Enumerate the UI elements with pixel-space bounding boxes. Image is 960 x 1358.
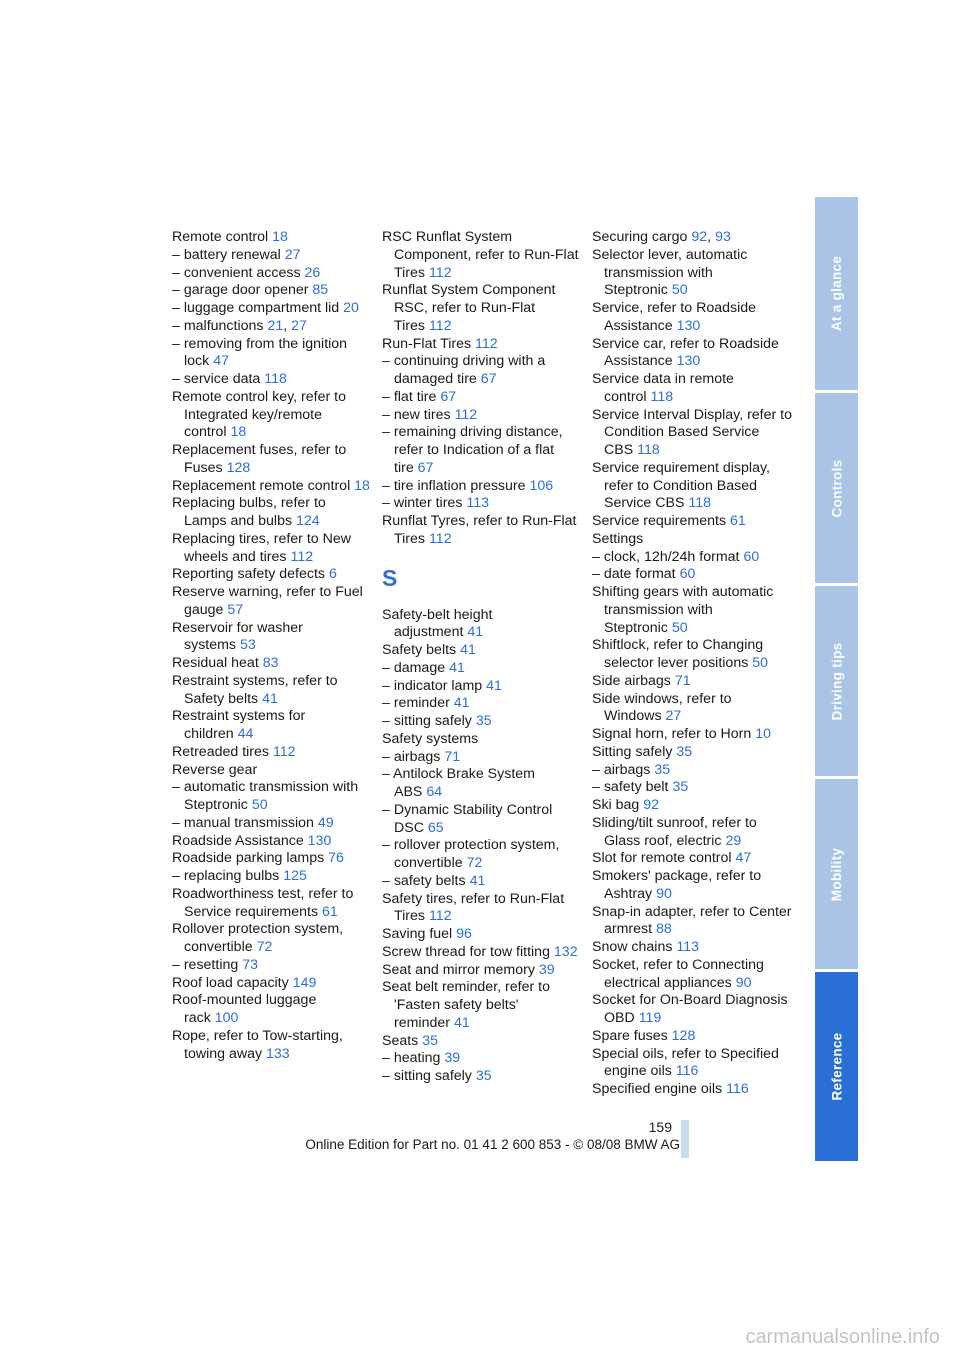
index-term: Restraint systems, refer to Safety belts — [172, 672, 338, 707]
index-entry — [382, 495, 582, 513]
index-entry — [382, 979, 582, 1032]
page-ref-link[interactable]: 10 — [755, 726, 772, 742]
page-ref-link[interactable]: 26 — [304, 264, 321, 281]
page-ref-link[interactable]: 106 — [529, 477, 554, 494]
index-entry — [592, 549, 792, 567]
index-entry — [382, 229, 582, 282]
index-entry — [172, 655, 372, 673]
index-term: – clock, 12h/24h format — [592, 548, 740, 565]
index-entry — [172, 336, 372, 372]
index-entry — [592, 407, 792, 460]
index-term: – airbags — [592, 761, 651, 778]
page-ref-link[interactable]: 90 — [656, 885, 672, 902]
page-ref-link[interactable]: 57 — [227, 601, 244, 618]
index-column-2 — [382, 229, 582, 1086]
index-entry — [592, 247, 792, 300]
index-entry — [592, 584, 792, 637]
index-term: Replacement remote control — [172, 477, 351, 494]
page-ref-link[interactable]: 93 — [715, 229, 731, 245]
index-entry — [172, 620, 372, 656]
index-entry — [592, 336, 792, 372]
tab-label: Reference — [829, 1032, 844, 1101]
index-entry — [172, 389, 372, 442]
index-entry — [172, 886, 372, 922]
page-ref-link[interactable]: 149 — [292, 974, 317, 991]
tab-mobility[interactable] — [815, 779, 858, 969]
page-ref-link[interactable]: 112 — [428, 530, 452, 547]
index-term: Reporting safety defects — [172, 566, 325, 583]
index-entry — [382, 1068, 582, 1086]
page-ref-link[interactable]: 49 — [317, 814, 334, 831]
index-term: Socket, refer to Connecting electrical appliances — [592, 956, 764, 991]
watermark: carmanualsonline.info — [745, 1326, 940, 1348]
index-entry — [172, 744, 372, 762]
page-ref-link[interactable]: 61 — [322, 903, 338, 920]
index-entry — [172, 584, 372, 620]
index-entry — [382, 749, 582, 767]
index-term: – rollover protection system, convertible — [382, 837, 560, 871]
page-ref-link[interactable]: 130 — [676, 317, 701, 334]
index-term: Shifting gears with automatic transmission with Steptronic — [592, 584, 774, 636]
index-entry — [172, 531, 372, 567]
page-ref-link[interactable]: 113 — [466, 495, 489, 512]
index-entry — [382, 873, 582, 891]
index-term: – resetting — [172, 956, 239, 973]
page-ref-link[interactable]: 41 — [262, 690, 278, 707]
index-entry — [172, 1028, 372, 1064]
index-entry — [592, 566, 792, 584]
index-term: Screw thread for tow fitting — [382, 943, 550, 960]
page-ref-link[interactable]: 41 — [449, 659, 465, 676]
index-entry — [382, 802, 582, 838]
index-term: Replacement fuses, refer to Fuses — [172, 442, 347, 476]
page-ref-link[interactable]: 41 — [460, 642, 476, 658]
index-entry — [172, 815, 372, 833]
index-entry — [592, 300, 792, 336]
page-ref-link[interactable]: 92 — [643, 797, 660, 813]
index-term: Snow chains — [592, 939, 673, 955]
index-entry — [172, 673, 372, 709]
index-term: – tire inflation pressure — [382, 477, 526, 494]
index-term: Runflat System Component RSC, refer to Run-Flat Tires — [382, 282, 556, 334]
index-term: – garage door opener — [172, 282, 309, 299]
footer-text: Online Edition for Part no. 01 41 2 600 853 - © 08/08 BMW AG — [305, 1137, 680, 1152]
page-ref-link[interactable]: 53 — [239, 637, 256, 654]
index-term: Replacing tires, refer to New wheels and tires — [172, 530, 351, 565]
page-ref-link[interactable]: 21 — [267, 317, 284, 334]
tab-at-a-glance[interactable] — [815, 197, 858, 390]
index-entry — [592, 637, 792, 673]
index-entry — [172, 850, 372, 868]
page-ref-link[interactable]: 18 — [272, 229, 288, 245]
page-ref-link[interactable]: 41 — [453, 695, 470, 712]
index-term: – sitting safely — [382, 1068, 472, 1084]
page-ref-link[interactable]: 18 — [354, 477, 370, 494]
index-entry — [592, 673, 792, 691]
index-term: – manual transmission — [172, 814, 314, 831]
index-entry — [592, 726, 792, 744]
page-ref-link[interactable]: 27 — [665, 708, 682, 725]
index-entry — [382, 642, 582, 660]
index-term: – winter tires — [382, 495, 463, 512]
index-entry — [382, 731, 582, 749]
index-term: Sitting safely — [592, 743, 673, 760]
page-ref-link[interactable]: 41 — [453, 1014, 470, 1031]
page-ref-link[interactable]: 35 — [475, 713, 492, 729]
index-entry — [592, 1028, 792, 1046]
page-ref-link[interactable]: 35 — [676, 743, 693, 760]
index-term: Reserve warning, refer to Fuel gauge — [172, 584, 363, 618]
index-entry — [172, 957, 372, 975]
index-entry — [172, 975, 372, 993]
index-entry — [382, 660, 582, 678]
index-term: Roadside parking lamps — [172, 850, 325, 867]
index-entry — [172, 992, 372, 1028]
page-ref-link[interactable]: 88 — [656, 921, 672, 938]
index-term: Reverse gear — [172, 761, 258, 778]
index-entry — [172, 868, 372, 886]
index-entry — [382, 837, 582, 873]
index-term: – convenient access — [172, 264, 301, 281]
page-ref-link[interactable]: 39 — [444, 1050, 461, 1067]
page-ref-link[interactable]: 92 — [691, 229, 708, 245]
index-term: Side windows, refer to Windows — [592, 690, 732, 725]
section-tabs — [815, 197, 858, 1161]
page-ref-link[interactable]: 50 — [251, 797, 268, 813]
section-letter: S — [382, 564, 398, 591]
index-term: Selector lever, automatic transmission with Steptronic — [592, 246, 748, 299]
page-ref-link[interactable]: 118 — [264, 371, 287, 387]
page-ref-link[interactable]: 65 — [427, 819, 444, 836]
index-entry — [592, 939, 792, 957]
index-term: Saving fuel — [382, 926, 453, 942]
index-term: Rope, refer to Tow-starting, towing away — [172, 1027, 343, 1062]
page-ref-link[interactable]: 41 — [467, 624, 484, 641]
page-ref-link[interactable]: 112 — [428, 317, 452, 334]
index-entry — [172, 371, 372, 389]
page-ref-link[interactable]: 27 — [291, 317, 307, 334]
index-term: Shiftlock, refer to Changing selector lever positions — [592, 637, 764, 671]
index-entry — [172, 762, 372, 780]
page-ref-link[interactable]: 124 — [296, 513, 320, 529]
index-term: Side airbags — [592, 672, 671, 689]
index-entry — [592, 371, 792, 407]
page-ref-link[interactable]: 47 — [213, 353, 229, 370]
index-entry — [592, 1081, 792, 1099]
page-ref-link[interactable]: 35 — [672, 779, 689, 796]
index-term: Ski bag — [592, 797, 640, 813]
index-term: – Dynamic Stability Control DSC — [382, 801, 553, 836]
page-ref-link[interactable]: 125 — [283, 868, 307, 884]
index-entry — [382, 944, 582, 962]
page-ref-link[interactable]: 29 — [725, 832, 742, 849]
index-entry — [592, 513, 792, 531]
index-entry — [172, 282, 372, 300]
index-term: Seat and mirror memory — [382, 961, 535, 978]
page-ref-link[interactable]: 96 — [456, 926, 472, 942]
index-term: Service requirement display, refer to Condition Based Service CBS — [592, 459, 770, 512]
page-ref-link[interactable]: 61 — [730, 513, 746, 529]
index-term: Run-Flat Tires — [382, 335, 472, 352]
index-term: – heating — [382, 1050, 441, 1067]
tab-label: Controls — [829, 459, 844, 517]
page-ref-link[interactable]: 128 — [226, 459, 251, 476]
index-term: Sliding/tilt sunroof, refer to Glass roof, electric — [592, 814, 757, 849]
index-entry — [382, 513, 582, 549]
page-ref-link[interactable]: 50 — [671, 282, 688, 299]
page-ref-link[interactable]: 18 — [230, 424, 247, 441]
index-entry — [172, 708, 372, 744]
page-ref-link[interactable]: 132 — [553, 943, 578, 960]
index-term: – malfunctions — [172, 317, 264, 334]
index-term: Service car, refer to Roadside Assistance — [592, 335, 779, 370]
page-ref-link[interactable]: 112 — [454, 406, 478, 423]
page-ref-link[interactable]: 118 — [688, 495, 711, 512]
index-entry — [592, 904, 792, 940]
tab-label: Mobility — [829, 847, 844, 901]
page-ref-link[interactable]: 130 — [676, 353, 701, 370]
index-entry — [382, 678, 582, 696]
index-entry — [382, 891, 582, 927]
index-term: – sitting safely — [382, 713, 472, 729]
index-entry — [592, 868, 792, 904]
index-entry — [172, 442, 372, 478]
index-entry — [382, 336, 582, 354]
index-entry — [592, 744, 792, 762]
index-entry — [172, 495, 372, 531]
index-entry — [172, 229, 372, 247]
page-ref-link[interactable]: 118 — [650, 388, 674, 405]
index-entry — [592, 815, 792, 851]
index-entry — [592, 1046, 792, 1082]
index-entry — [382, 607, 582, 643]
index-column-3 — [592, 229, 792, 1099]
page-ref-link[interactable]: 27 — [284, 246, 301, 263]
page-ref-link[interactable]: 133 — [266, 1045, 290, 1062]
page-ref-link[interactable]: 67 — [417, 459, 434, 476]
page-ref-link[interactable]: 112 — [428, 264, 452, 281]
index-term: Snap-in adapter, refer to Center armrest — [592, 903, 792, 938]
tab-label: At a glance — [829, 255, 845, 332]
index-term: – remaining driving distance, refer to Indication of a flat tire — [382, 424, 563, 476]
page-ref-link[interactable]: 112 — [475, 335, 498, 352]
page-ref-link[interactable]: 83 — [262, 655, 279, 671]
index-entry — [172, 779, 372, 815]
index-term: Runflat Tyres, refer to Run-Flat Tires — [382, 513, 577, 547]
page-ref-link[interactable]: 35 — [475, 1068, 492, 1084]
page-ref-link[interactable]: 39 — [538, 961, 555, 978]
index-term: – replacing bulbs — [172, 868, 280, 884]
page-ref-link[interactable]: 41 — [486, 677, 502, 694]
index-term: – damage — [382, 659, 446, 676]
index-entry — [592, 762, 792, 780]
index-term: Reservoir for washer systems — [172, 619, 303, 654]
index-term: Service Interval Display, refer to Condition Based Service CBS — [592, 406, 793, 458]
index-term: – battery renewal — [172, 246, 281, 263]
index-term: Seat belt reminder, refer to 'Fasten safety belts' reminder — [382, 979, 550, 1031]
index-entry — [382, 389, 582, 407]
index-term: Safety tires, refer to Run-Flat Tires — [382, 890, 565, 925]
index-entry — [382, 713, 582, 731]
page-ref-link[interactable]: 35 — [422, 1032, 439, 1049]
page-ref-link[interactable]: 67 — [440, 388, 457, 405]
page-ref-link[interactable]: 118 — [637, 442, 660, 458]
index-entry — [172, 318, 372, 336]
index-term: – date format — [592, 566, 676, 583]
index-term: Roof-mounted luggage rack — [172, 992, 317, 1026]
index-term: – removing from the ignition lock — [172, 335, 348, 370]
page-ref-link[interactable]: 41 — [469, 872, 486, 889]
index-term: – safety belts — [382, 872, 466, 889]
index-term: Roadside Assistance — [172, 832, 304, 849]
index-entry — [172, 300, 372, 318]
index-term: Service, refer to Roadside Assistance — [592, 300, 757, 334]
index-term: – airbags — [382, 748, 441, 765]
page-ref-link[interactable]: 130 — [307, 832, 332, 849]
index-entry — [592, 850, 792, 868]
index-entry — [382, 407, 582, 425]
page-ref-link[interactable]: 72 — [256, 939, 273, 955]
page-ref-link[interactable]: 119 — [638, 1010, 662, 1026]
index-term: Slot for remote control — [592, 850, 732, 867]
page-ref-link[interactable]: 47 — [735, 850, 752, 867]
index-term: Securing cargo — [592, 229, 688, 245]
tab-driving-tips[interactable] — [815, 586, 858, 776]
index-entry — [382, 424, 582, 477]
index-entry — [382, 1050, 582, 1068]
page-ref-link[interactable]: 112 — [272, 743, 296, 760]
page-ref-link[interactable]: 128 — [671, 1027, 696, 1044]
page-ref-link[interactable]: 112 — [428, 908, 452, 925]
index-term: Residual heat — [172, 655, 259, 671]
index-term: Retreaded tires — [172, 743, 269, 760]
page-ref-link[interactable]: 60 — [743, 548, 760, 565]
index-term: Safety-belt height adjustment — [382, 606, 493, 641]
index-entry — [382, 1033, 582, 1051]
index-entry — [592, 460, 792, 513]
page-ref-link[interactable]: 73 — [242, 956, 258, 973]
page-separator: , — [283, 317, 292, 334]
page-ref-link[interactable]: 44 — [237, 726, 254, 742]
index-term: Replacing bulbs, refer to Lamps and bulbs — [172, 495, 326, 529]
index-term: Restraint systems for children — [172, 708, 306, 742]
page-ref-link[interactable]: 50 — [671, 619, 688, 636]
index-term: – reminder — [382, 695, 450, 712]
page-ref-link[interactable]: 35 — [654, 761, 671, 778]
index-term: – Antilock Brake System ABS — [382, 766, 535, 800]
page-ref-link[interactable]: 64 — [426, 784, 443, 800]
index-term: Rollover protection system, convertible — [172, 921, 344, 955]
index-entry — [592, 957, 792, 993]
index-entry — [592, 691, 792, 727]
index-term: Roadworthiness test, refer to Service requirements — [172, 885, 354, 920]
index-term: – new tires — [382, 406, 451, 423]
index-term: Specified engine oils — [592, 1081, 723, 1097]
index-entry — [172, 247, 372, 265]
page-ref-link[interactable]: 85 — [312, 282, 329, 299]
tab-controls[interactable] — [815, 393, 858, 583]
index-entry — [382, 926, 582, 944]
page-ref-link[interactable]: 50 — [752, 655, 769, 671]
index-term: Service data in remote control — [592, 371, 734, 405]
page-ref-link[interactable]: 72 — [466, 855, 483, 871]
page-number-bar — [681, 1120, 689, 1158]
index-term: Smokers' package, refer to Ashtray — [592, 868, 762, 902]
index-term: Spare fuses — [592, 1027, 668, 1044]
index-term: – flat tire — [382, 388, 437, 405]
index-entry — [172, 921, 372, 957]
index-entry — [172, 265, 372, 283]
index-term: Remote control — [172, 229, 269, 245]
index-entry — [592, 779, 792, 797]
index-term: Seats — [382, 1032, 419, 1049]
page-ref-link[interactable]: 113 — [676, 939, 700, 955]
tab-reference[interactable] — [815, 972, 858, 1161]
index-term: Remote control key, refer to Integrated key/remote control — [172, 388, 346, 441]
index-term: Safety belts — [382, 642, 457, 658]
index-term: Settings — [592, 530, 644, 547]
index-entry — [592, 229, 792, 247]
index-entry — [172, 566, 372, 584]
page-ref-link[interactable]: 116 — [675, 1063, 699, 1080]
index-entry — [592, 797, 792, 815]
index-term: Roof load capacity — [172, 974, 289, 991]
page-number: 159 — [648, 1119, 672, 1135]
index-term: – indicator lamp — [382, 677, 483, 694]
index-term: Signal horn, refer to Horn — [592, 726, 752, 742]
index-term: – safety belt — [592, 779, 669, 796]
page-ref-link[interactable]: 76 — [328, 850, 344, 867]
page-ref-link[interactable]: 6 — [328, 566, 337, 583]
index-entry — [382, 962, 582, 980]
index-term: – automatic transmission with Steptronic — [172, 779, 359, 813]
index-entry — [172, 833, 372, 851]
index-entry — [592, 992, 792, 1028]
index-term: – service data — [172, 371, 261, 387]
index-term: – continuing driving with a damaged tire — [382, 353, 546, 387]
index-entry — [592, 531, 792, 549]
index-column-1 — [172, 229, 372, 1063]
page-ref-link[interactable]: 100 — [214, 1010, 239, 1026]
page-ref-link[interactable]: 67 — [480, 371, 497, 387]
page-ref-link[interactable]: 60 — [679, 566, 696, 583]
index-entry — [382, 282, 582, 335]
tab-label: Driving tips — [829, 642, 845, 720]
page-ref-link[interactable]: 71 — [444, 748, 461, 765]
index-term: Special oils, refer to Specified engine oils — [592, 1045, 779, 1080]
page-ref-link[interactable]: 90 — [735, 974, 752, 991]
page-ref-link[interactable]: 71 — [674, 672, 691, 689]
index-entry — [382, 766, 582, 802]
index-term: – luggage compartment lid — [172, 300, 340, 316]
index-term: Safety systems — [382, 730, 479, 747]
page-separator: , — [707, 229, 716, 245]
index-term: RSC Runflat System Component, refer to Run-Flat Tires — [382, 229, 579, 281]
index-entry — [172, 478, 372, 496]
page-ref-link[interactable]: 116 — [726, 1081, 749, 1097]
index-entry — [382, 353, 582, 389]
index-entry — [382, 478, 582, 496]
index-entry — [382, 695, 582, 713]
page-ref-link[interactable]: 112 — [290, 548, 314, 565]
page-ref-link[interactable]: 20 — [343, 300, 359, 316]
index-term: Service requirements — [592, 513, 727, 529]
index-term: Socket for On-Board Diagnosis OBD — [592, 992, 788, 1026]
